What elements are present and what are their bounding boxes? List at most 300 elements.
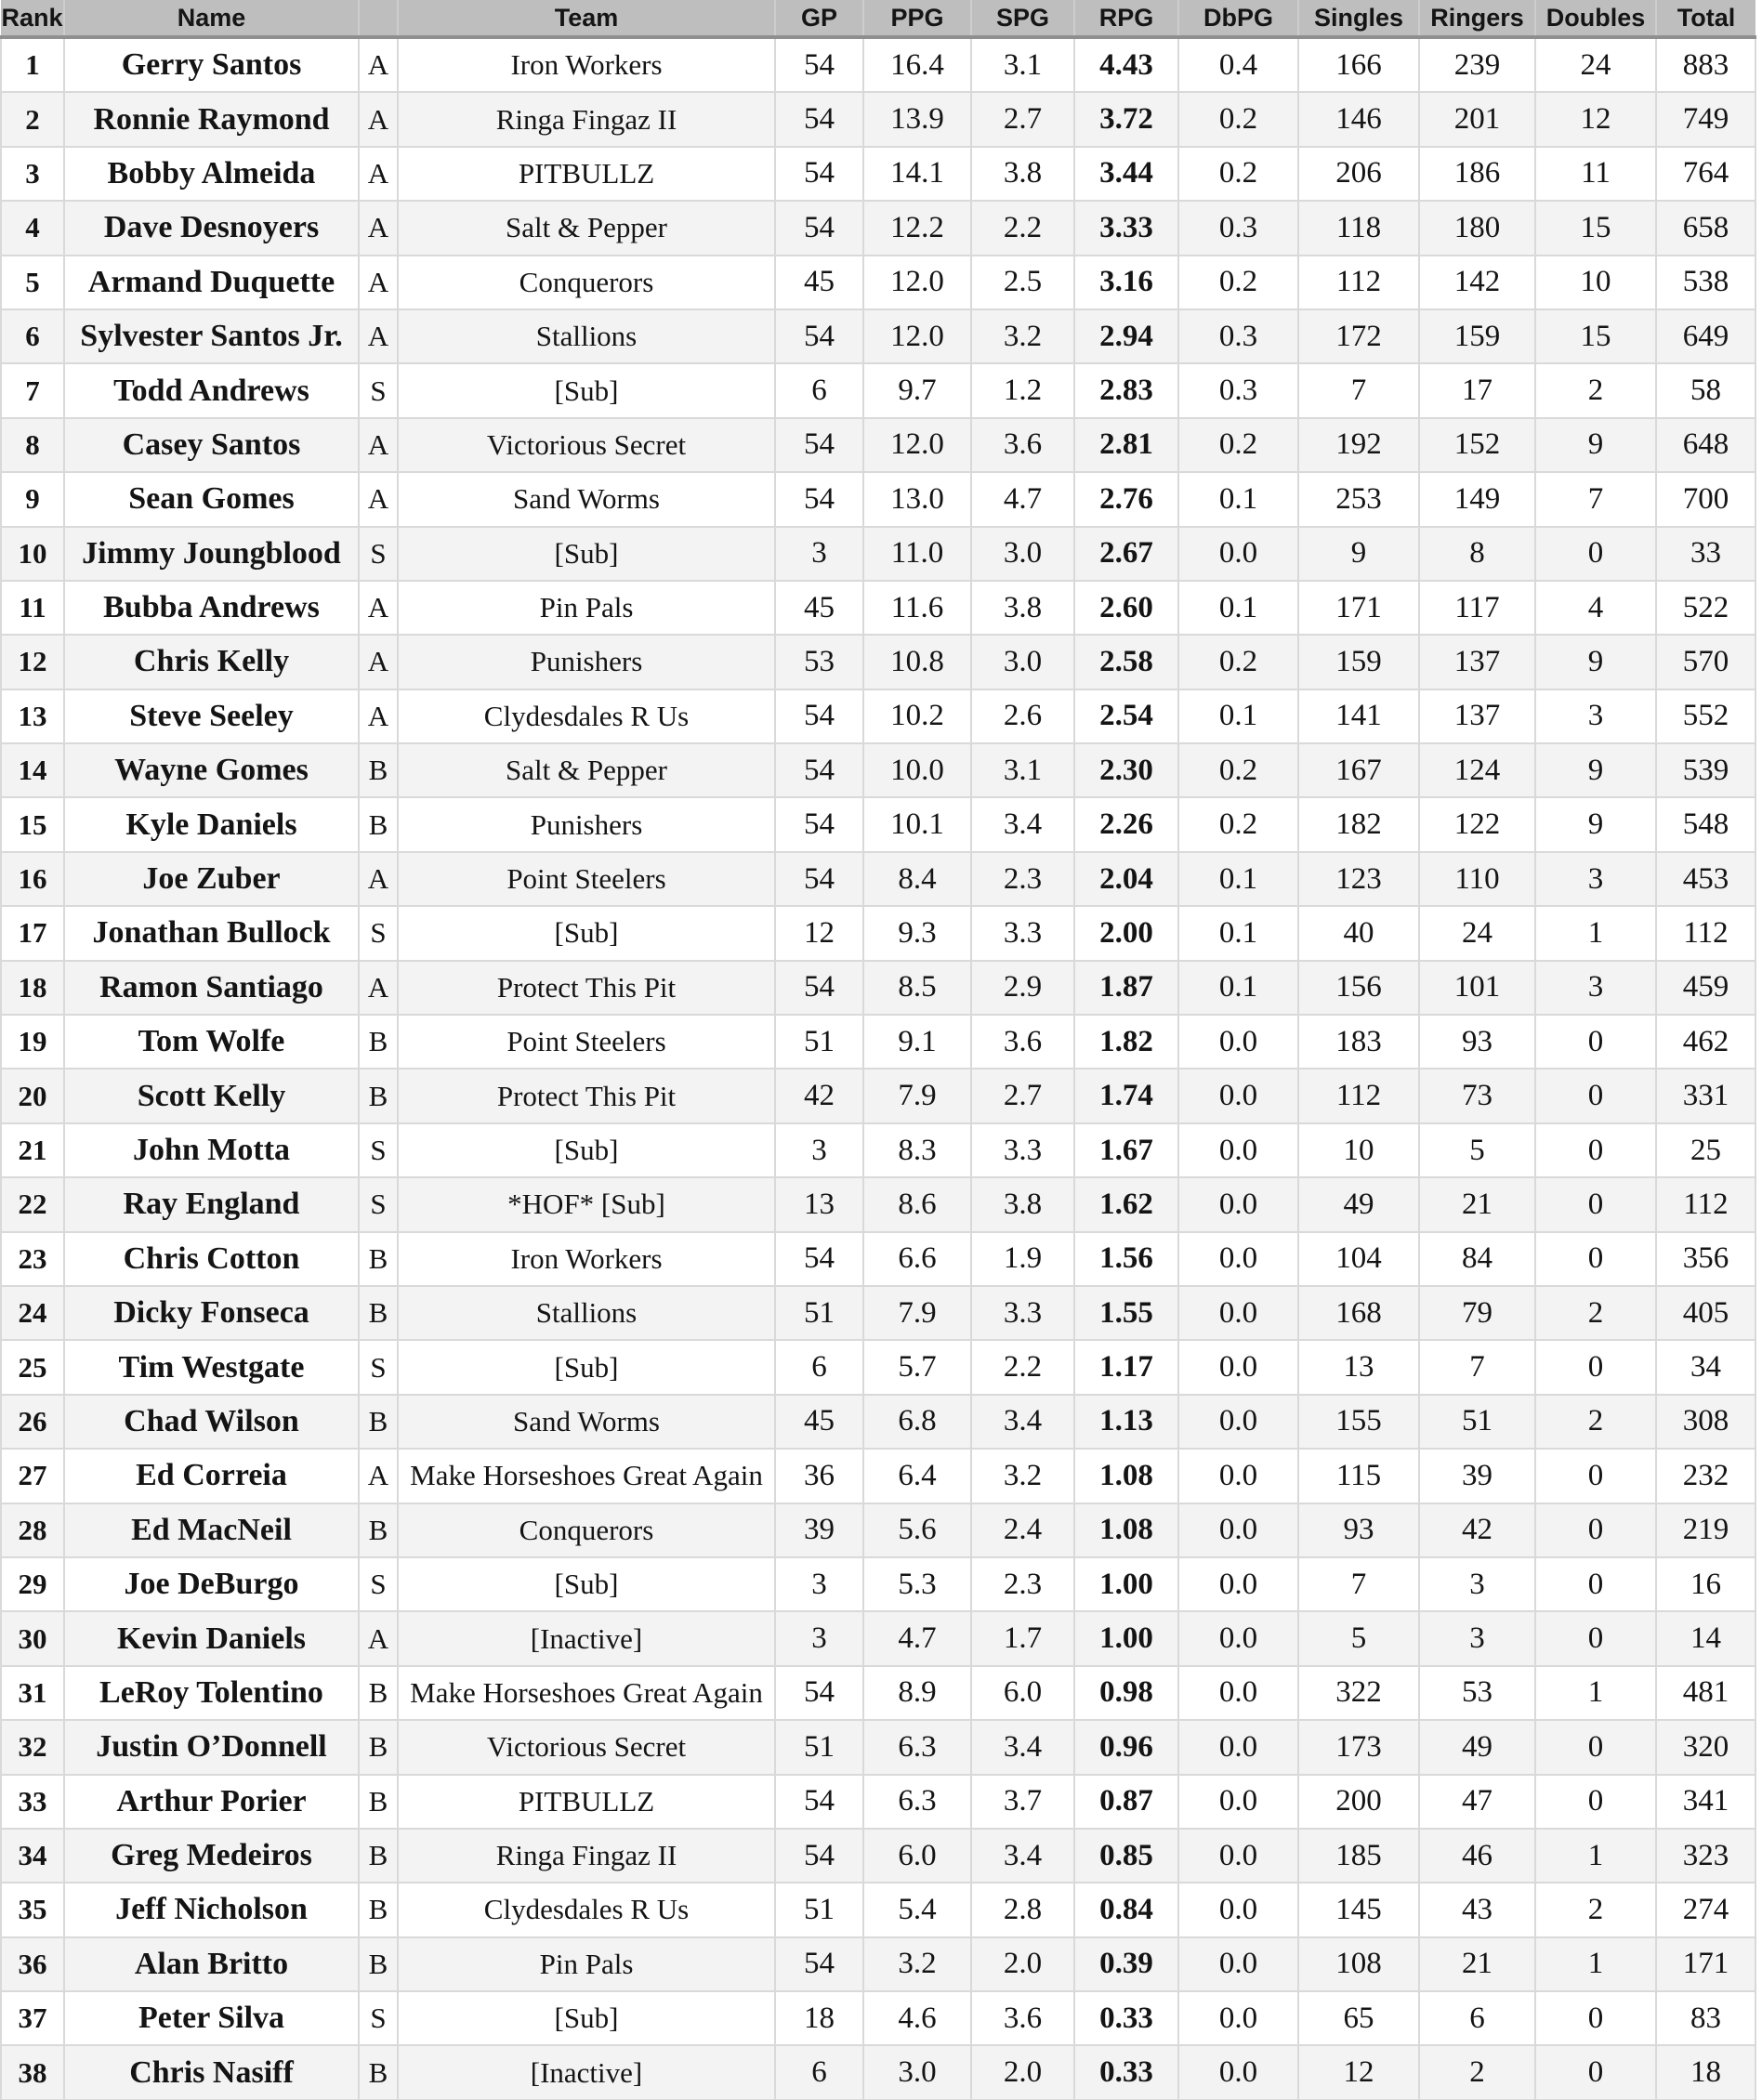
cell-name: Chris Nasiff [64,2045,359,2099]
cell-total: 341 [1656,1775,1755,1829]
cell-dbpg: 0.0 [1178,1720,1298,1774]
cell-gp: 45 [775,256,863,309]
cell-doubles: 0 [1535,1123,1656,1177]
cell-dbpg: 0.0 [1178,1775,1298,1829]
cell-spg: 6.0 [971,1666,1074,1720]
cell-ppg: 10.8 [863,635,971,689]
cell-dbpg: 0.0 [1178,1395,1298,1449]
cell-name: Justin O’Donnell [64,1720,359,1774]
cell-rpg: 2.67 [1074,527,1178,581]
cell-doubles: 1 [1535,1937,1656,1991]
column-header-team: Team [398,0,775,37]
cell-name: Arthur Porier [64,1775,359,1829]
cell-gp: 54 [775,201,863,255]
cell-dbpg: 0.0 [1178,2045,1298,2099]
cell-rpg: 2.26 [1074,797,1178,851]
cell-name: Chris Kelly [64,635,359,689]
cell-rank: 13 [1,689,64,743]
cell-rank: 8 [1,418,64,472]
cell-rank: 26 [1,1395,64,1449]
cell-rank: 20 [1,1069,64,1122]
cell-rpg: 0.33 [1074,1991,1178,2045]
cell-total: 232 [1656,1449,1755,1503]
cell-rank: 9 [1,472,64,526]
cell-div: B [359,1015,398,1069]
cell-ringers: 3 [1419,1557,1535,1611]
cell-dbpg: 0.0 [1178,1503,1298,1557]
cell-singles: 182 [1298,797,1419,851]
cell-name: LeRoy Tolentino [64,1666,359,1720]
cell-name: Peter Silva [64,1991,359,2045]
cell-spg: 3.6 [971,418,1074,472]
cell-total: 25 [1656,1123,1755,1177]
cell-rank: 1 [1,37,64,92]
table-row [1,418,1755,472]
cell-div: B [359,1775,398,1829]
cell-dbpg: 0.2 [1178,418,1298,472]
cell-spg: 3.0 [971,527,1074,581]
cell-gp: 3 [775,1611,863,1665]
table-row [1,797,1755,851]
cell-doubles: 0 [1535,1720,1656,1774]
cell-ringers: 159 [1419,309,1535,363]
cell-doubles: 24 [1535,37,1656,92]
cell-ppg: 13.9 [863,92,971,146]
table-row [1,1340,1755,1394]
cell-rpg: 2.94 [1074,309,1178,363]
cell-ringers: 53 [1419,1666,1535,1720]
cell-gp: 3 [775,1557,863,1611]
cell-singles: 93 [1298,1503,1419,1557]
cell-gp: 54 [775,743,863,797]
table-row [1,635,1755,689]
cell-name: Ronnie Raymond [64,92,359,146]
cell-div: A [359,689,398,743]
cell-rpg: 0.84 [1074,1883,1178,1936]
cell-div: B [359,1232,398,1286]
cell-singles: 167 [1298,743,1419,797]
cell-spg: 3.3 [971,1123,1074,1177]
cell-ringers: 21 [1419,1937,1535,1991]
table-row [1,1286,1755,1340]
cell-div: A [359,309,398,363]
table-row [1,1666,1755,1720]
cell-doubles: 9 [1535,743,1656,797]
cell-name: Todd Andrews [64,363,359,417]
cell-ringers: 6 [1419,1991,1535,2045]
cell-gp: 54 [775,309,863,363]
table-row [1,1123,1755,1177]
cell-rpg: 2.04 [1074,852,1178,906]
cell-rpg: 0.98 [1074,1666,1178,1720]
cell-doubles: 0 [1535,1449,1656,1503]
cell-ringers: 51 [1419,1395,1535,1449]
cell-dbpg: 0.1 [1178,472,1298,526]
cell-spg: 2.4 [971,1503,1074,1557]
cell-total: 570 [1656,635,1755,689]
cell-spg: 3.4 [971,1720,1074,1774]
cell-total: 405 [1656,1286,1755,1340]
cell-dbpg: 0.1 [1178,689,1298,743]
cell-name: John Motta [64,1123,359,1177]
table-row [1,1177,1755,1231]
cell-dbpg: 0.1 [1178,852,1298,906]
cell-dbpg: 0.0 [1178,1015,1298,1069]
cell-dbpg: 0.0 [1178,1069,1298,1122]
cell-rank: 16 [1,852,64,906]
cell-ppg: 4.7 [863,1611,971,1665]
cell-div: B [359,1503,398,1557]
cell-div: S [359,527,398,581]
cell-rpg: 1.00 [1074,1557,1178,1611]
cell-dbpg: 0.1 [1178,961,1298,1015]
cell-singles: 10 [1298,1123,1419,1177]
cell-name: Steve Seeley [64,689,359,743]
cell-dbpg: 0.0 [1178,1611,1298,1665]
cell-rpg: 1.87 [1074,961,1178,1015]
cell-ringers: 47 [1419,1775,1535,1829]
cell-rpg: 2.58 [1074,635,1178,689]
cell-div: B [359,2045,398,2099]
cell-spg: 2.5 [971,256,1074,309]
cell-rpg: 3.72 [1074,92,1178,146]
cell-div: S [359,906,398,960]
cell-total: 459 [1656,961,1755,1015]
cell-rpg: 1.56 [1074,1232,1178,1286]
cell-rpg: 4.43 [1074,37,1178,92]
cell-singles: 253 [1298,472,1419,526]
cell-rank: 31 [1,1666,64,1720]
cell-rank: 11 [1,581,64,635]
cell-name: Alan Britto [64,1937,359,1991]
cell-name: Armand Duquette [64,256,359,309]
cell-div: A [359,1449,398,1503]
cell-singles: 183 [1298,1015,1419,1069]
cell-spg: 3.3 [971,906,1074,960]
cell-rpg: 2.76 [1074,472,1178,526]
cell-spg: 2.3 [971,852,1074,906]
cell-team: Iron Workers [398,1232,775,1286]
cell-dbpg: 0.0 [1178,1123,1298,1177]
cell-team: Sand Worms [398,472,775,526]
cell-total: 648 [1656,418,1755,472]
cell-dbpg: 0.3 [1178,363,1298,417]
cell-name: Sylvester Santos Jr. [64,309,359,363]
cell-ppg: 12.2 [863,201,971,255]
cell-name: Jonathan Bullock [64,906,359,960]
cell-total: 462 [1656,1015,1755,1069]
cell-doubles: 3 [1535,961,1656,1015]
cell-rank: 23 [1,1232,64,1286]
cell-singles: 7 [1298,1557,1419,1611]
cell-div: A [359,147,398,201]
cell-total: 308 [1656,1395,1755,1449]
cell-total: 112 [1656,1177,1755,1231]
cell-team: Make Horseshoes Great Again [398,1449,775,1503]
cell-name: Tom Wolfe [64,1015,359,1069]
cell-spg: 1.9 [971,1232,1074,1286]
column-header-dbpg: DbPG [1178,0,1298,37]
cell-rank: 2 [1,92,64,146]
cell-total: 219 [1656,1503,1755,1557]
cell-rpg: 0.39 [1074,1937,1178,1991]
cell-ppg: 9.7 [863,363,971,417]
table-row [1,1503,1755,1557]
cell-ringers: 110 [1419,852,1535,906]
cell-spg: 1.2 [971,363,1074,417]
cell-name: Bobby Almeida [64,147,359,201]
cell-ppg: 5.3 [863,1557,971,1611]
cell-ringers: 122 [1419,797,1535,851]
cell-doubles: 9 [1535,418,1656,472]
cell-singles: 185 [1298,1829,1419,1883]
cell-doubles: 7 [1535,472,1656,526]
cell-ringers: 93 [1419,1015,1535,1069]
cell-name: Casey Santos [64,418,359,472]
cell-gp: 3 [775,527,863,581]
cell-rpg: 2.60 [1074,581,1178,635]
cell-spg: 3.4 [971,797,1074,851]
cell-total: 18 [1656,2045,1755,2099]
column-header-doubles: Doubles [1535,0,1656,37]
cell-div: B [359,1666,398,1720]
cell-gp: 54 [775,1937,863,1991]
table-row [1,1883,1755,1936]
cell-spg: 2.7 [971,92,1074,146]
cell-team: Clydesdales R Us [398,1883,775,1936]
cell-ppg: 12.0 [863,309,971,363]
cell-ppg: 16.4 [863,37,971,92]
cell-spg: 4.7 [971,472,1074,526]
cell-ppg: 12.0 [863,256,971,309]
cell-ringers: 137 [1419,635,1535,689]
cell-ppg: 7.9 [863,1069,971,1122]
cell-doubles: 0 [1535,1069,1656,1122]
cell-rpg: 1.08 [1074,1449,1178,1503]
cell-ringers: 180 [1419,201,1535,255]
cell-rpg: 2.83 [1074,363,1178,417]
cell-singles: 112 [1298,256,1419,309]
cell-dbpg: 0.0 [1178,1829,1298,1883]
cell-ppg: 6.4 [863,1449,971,1503]
cell-spg: 3.7 [971,1775,1074,1829]
cell-team: Protect This Pit [398,1069,775,1122]
cell-ppg: 11.6 [863,581,971,635]
table-row [1,527,1755,581]
cell-div: A [359,472,398,526]
cell-dbpg: 0.4 [1178,37,1298,92]
cell-ppg: 8.3 [863,1123,971,1177]
cell-gp: 3 [775,1123,863,1177]
cell-singles: 155 [1298,1395,1419,1449]
cell-ppg: 9.1 [863,1015,971,1069]
cell-singles: 159 [1298,635,1419,689]
cell-team: Punishers [398,635,775,689]
cell-gp: 51 [775,1286,863,1340]
cell-spg: 3.8 [971,581,1074,635]
cell-dbpg: 0.0 [1178,1232,1298,1286]
cell-div: A [359,256,398,309]
cell-gp: 54 [775,37,863,92]
cell-ringers: 39 [1419,1449,1535,1503]
cell-rank: 35 [1,1883,64,1936]
cell-dbpg: 0.2 [1178,743,1298,797]
cell-div: S [359,1991,398,2045]
cell-name: Ray England [64,1177,359,1231]
cell-ppg: 8.4 [863,852,971,906]
cell-spg: 2.0 [971,1937,1074,1991]
table-row [1,852,1755,906]
cell-team: Iron Workers [398,37,775,92]
cell-dbpg: 0.0 [1178,1666,1298,1720]
cell-team: [Sub] [398,363,775,417]
cell-ringers: 201 [1419,92,1535,146]
cell-doubles: 0 [1535,1991,1656,2045]
cell-ppg: 6.3 [863,1775,971,1829]
cell-gp: 42 [775,1069,863,1122]
cell-total: 538 [1656,256,1755,309]
table-row [1,1829,1755,1883]
cell-singles: 206 [1298,147,1419,201]
cell-ringers: 5 [1419,1123,1535,1177]
cell-ringers: 21 [1419,1177,1535,1231]
cell-team: Protect This Pit [398,961,775,1015]
cell-team: Victorious Secret [398,1720,775,1774]
table-row [1,363,1755,417]
cell-spg: 3.2 [971,309,1074,363]
cell-rpg: 1.62 [1074,1177,1178,1231]
cell-team: [Sub] [398,1123,775,1177]
table-row [1,906,1755,960]
cell-name: Kevin Daniels [64,1611,359,1665]
cell-name: Joe Zuber [64,852,359,906]
cell-doubles: 0 [1535,1775,1656,1829]
cell-singles: 108 [1298,1937,1419,1991]
cell-spg: 2.7 [971,1069,1074,1122]
cell-ppg: 8.9 [863,1666,971,1720]
cell-total: 356 [1656,1232,1755,1286]
table-row [1,1937,1755,1991]
cell-div: B [359,1395,398,1449]
cell-gp: 6 [775,2045,863,2099]
cell-team: [Sub] [398,1991,775,2045]
cell-doubles: 0 [1535,1557,1656,1611]
cell-gp: 39 [775,1503,863,1557]
table-header [1,0,1755,37]
cell-team: Stallions [398,309,775,363]
cell-team: [Sub] [398,527,775,581]
cell-ppg: 10.2 [863,689,971,743]
cell-ringers: 124 [1419,743,1535,797]
cell-rank: 36 [1,1937,64,1991]
table-row [1,1232,1755,1286]
cell-total: 764 [1656,147,1755,201]
cell-total: 16 [1656,1557,1755,1611]
cell-ppg: 10.0 [863,743,971,797]
cell-team: Pin Pals [398,1937,775,1991]
cell-ppg: 5.6 [863,1503,971,1557]
cell-total: 112 [1656,906,1755,960]
table-row [1,1991,1755,2045]
cell-name: Chad Wilson [64,1395,359,1449]
cell-spg: 2.0 [971,2045,1074,2099]
cell-rpg: 0.33 [1074,2045,1178,2099]
cell-gp: 51 [775,1015,863,1069]
cell-dbpg: 0.0 [1178,1286,1298,1340]
cell-name: Jeff Nicholson [64,1883,359,1936]
table-row [1,201,1755,255]
cell-dbpg: 0.2 [1178,147,1298,201]
cell-rpg: 0.96 [1074,1720,1178,1774]
cell-dbpg: 0.0 [1178,527,1298,581]
cell-spg: 3.4 [971,1829,1074,1883]
cell-gp: 45 [775,1395,863,1449]
cell-ringers: 8 [1419,527,1535,581]
cell-ringers: 152 [1419,418,1535,472]
cell-total: 700 [1656,472,1755,526]
cell-dbpg: 0.1 [1178,906,1298,960]
cell-total: 649 [1656,309,1755,363]
cell-div: B [359,1883,398,1936]
cell-doubles: 0 [1535,527,1656,581]
cell-name: Kyle Daniels [64,797,359,851]
cell-singles: 118 [1298,201,1419,255]
cell-team: Ringa Fingaz II [398,92,775,146]
cell-doubles: 10 [1535,256,1656,309]
cell-dbpg: 0.2 [1178,92,1298,146]
cell-ppg: 7.9 [863,1286,971,1340]
cell-singles: 49 [1298,1177,1419,1231]
column-header-rpg: RPG [1074,0,1178,37]
cell-gp: 54 [775,797,863,851]
cell-dbpg: 0.2 [1178,256,1298,309]
cell-div: A [359,852,398,906]
cell-rpg: 1.17 [1074,1340,1178,1394]
cell-doubles: 2 [1535,363,1656,417]
cell-doubles: 2 [1535,1883,1656,1936]
cell-singles: 40 [1298,906,1419,960]
cell-spg: 3.6 [971,1991,1074,2045]
cell-div: A [359,635,398,689]
cell-total: 83 [1656,1991,1755,2045]
cell-gp: 53 [775,635,863,689]
cell-singles: 9 [1298,527,1419,581]
cell-total: 14 [1656,1611,1755,1665]
cell-gp: 54 [775,961,863,1015]
cell-ringers: 49 [1419,1720,1535,1774]
cell-doubles: 0 [1535,2045,1656,2099]
cell-team: [Sub] [398,1557,775,1611]
cell-doubles: 1 [1535,906,1656,960]
table-row [1,37,1755,92]
column-header-division [359,0,398,37]
cell-doubles: 0 [1535,1015,1656,1069]
cell-rpg: 1.08 [1074,1503,1178,1557]
cell-total: 548 [1656,797,1755,851]
cell-gp: 54 [775,1232,863,1286]
cell-doubles: 0 [1535,1232,1656,1286]
cell-gp: 54 [775,1666,863,1720]
cell-doubles: 9 [1535,635,1656,689]
cell-doubles: 12 [1535,92,1656,146]
cell-dbpg: 0.0 [1178,1937,1298,1991]
cell-rpg: 1.55 [1074,1286,1178,1340]
cell-singles: 200 [1298,1775,1419,1829]
cell-team: Pin Pals [398,581,775,635]
column-header-ringers: Ringers [1419,0,1535,37]
cell-spg: 2.2 [971,201,1074,255]
cell-div: B [359,797,398,851]
